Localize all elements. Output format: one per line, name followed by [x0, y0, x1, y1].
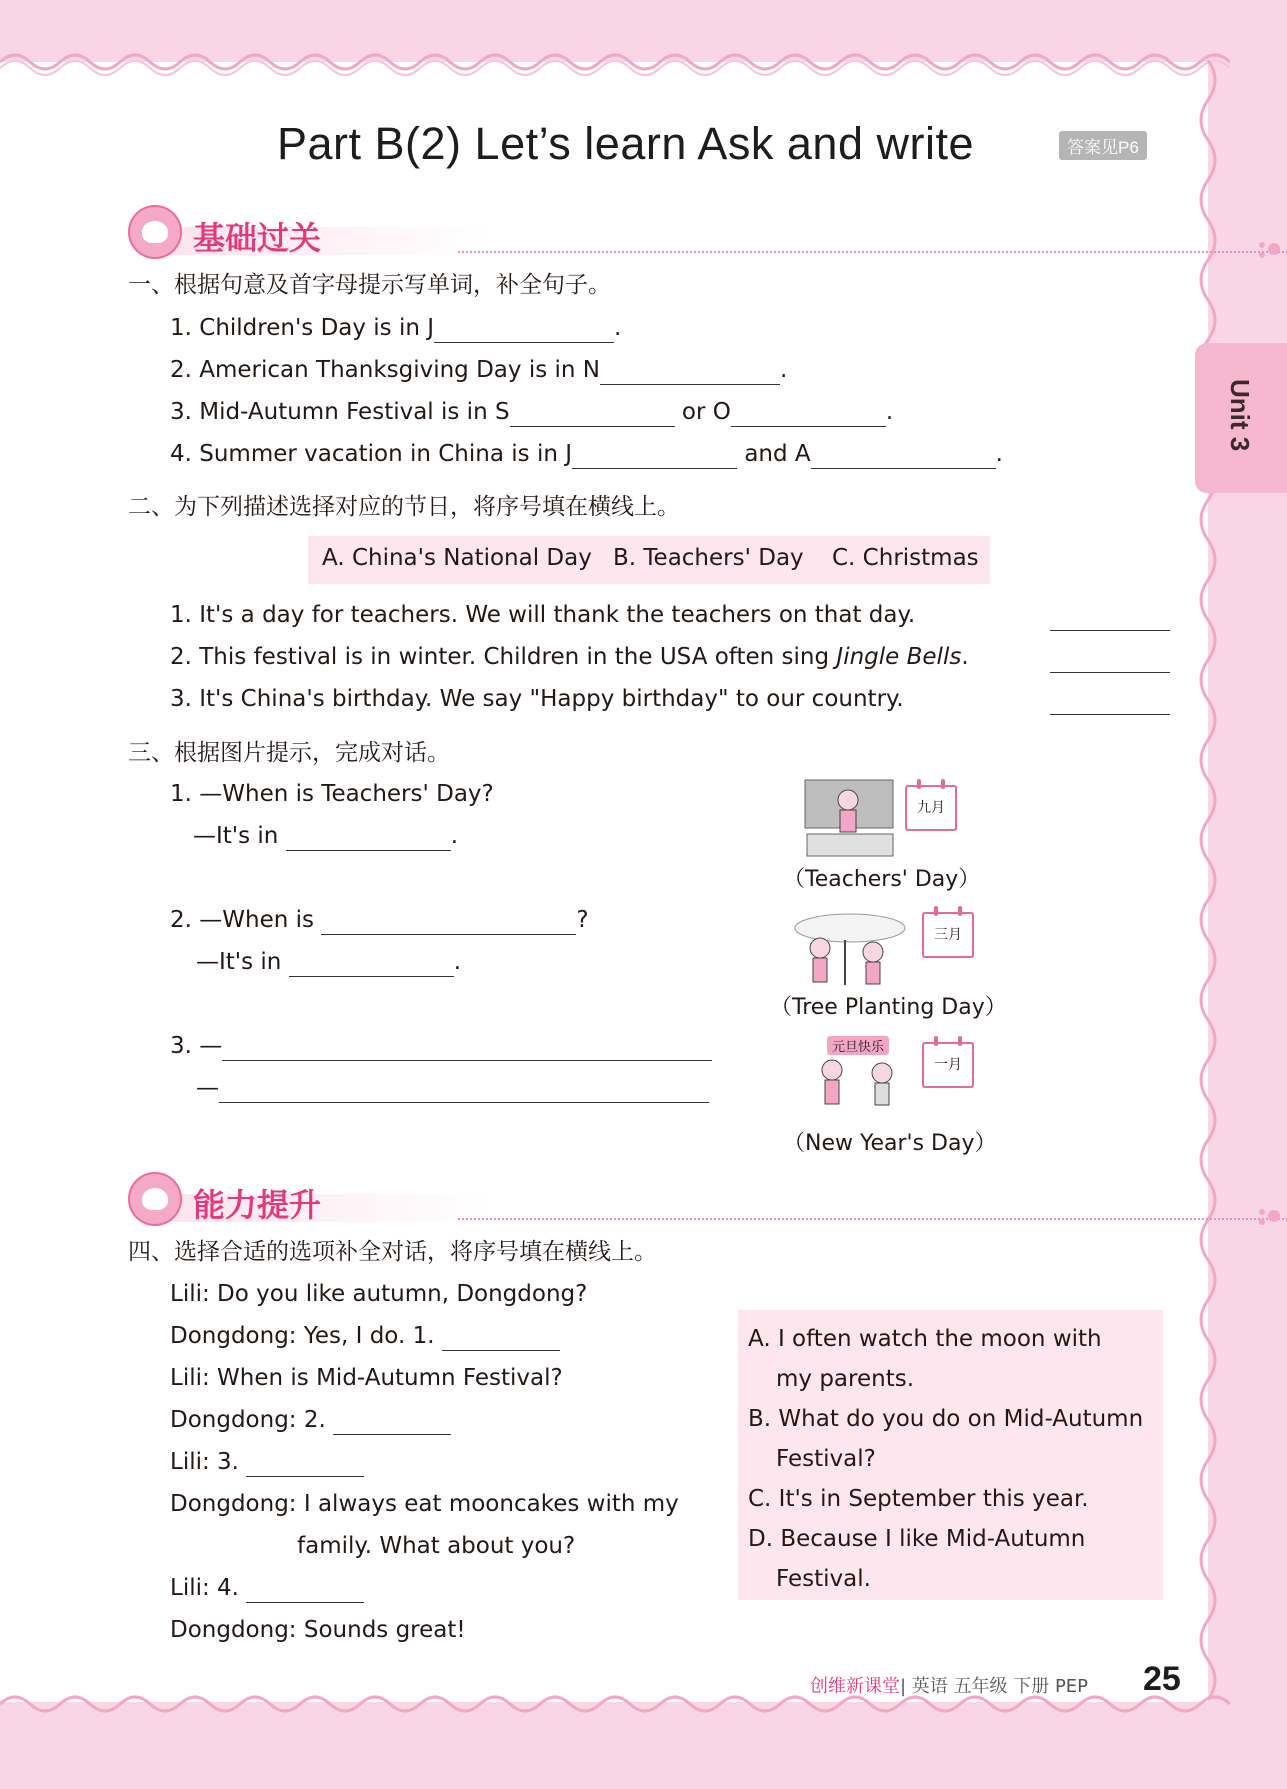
choice-c: C. It's in September this year.	[748, 1486, 1089, 1512]
section-header-basic: 基础过关	[128, 205, 1178, 265]
caption-new-years-day: （New Year's Day）	[783, 1131, 997, 1156]
answer-line-2[interactable]	[1050, 672, 1170, 673]
section-header-advance: 能力提升	[128, 1172, 1178, 1232]
answer-blank[interactable]	[222, 1034, 712, 1061]
mascot-icon	[128, 205, 182, 259]
answer-blank[interactable]	[600, 358, 780, 385]
dialogue-line: Dongdong: I always eat mooncakes with my	[170, 1491, 679, 1517]
answer-blank[interactable]	[321, 908, 576, 935]
answer-blank[interactable]	[731, 400, 886, 427]
part2-q1: 1. It's a day for teachers. We will thank the teachers on that day.	[170, 602, 916, 628]
choice-d-cont: Festival.	[776, 1566, 871, 1592]
answer-blank[interactable]	[811, 442, 996, 469]
teacher-blackboard-illustration	[803, 778, 898, 858]
calendar-icon: 一月	[922, 1042, 974, 1088]
answer-line-1[interactable]	[1050, 630, 1170, 631]
dots-decoration-icon	[1268, 243, 1280, 255]
option-c: C. Christmas	[832, 545, 979, 571]
answer-blank[interactable]	[219, 1076, 709, 1103]
mascot-icon	[128, 1172, 182, 1226]
answer-blank[interactable]	[510, 400, 675, 427]
part3-q1-answer: —It's in .	[193, 823, 459, 849]
choice-a: A. I often watch the moon with	[748, 1326, 1102, 1352]
part4-heading: 四、选择合适的选项补全对话，将序号填在横线上。	[128, 1239, 657, 1265]
part1-q2: 2. American Thanksgiving Day is in N .	[170, 357, 788, 383]
answer-blank[interactable]	[434, 316, 614, 343]
choice-b-cont: Festival?	[776, 1446, 876, 1472]
dialogue-line: family. What about you?	[297, 1533, 576, 1559]
part2-heading: 二、为下列描述选择对应的节日，将序号填在横线上。	[128, 494, 680, 520]
answer-blank[interactable]	[286, 824, 451, 851]
calendar-icon: 三月	[922, 912, 974, 958]
dialogue-line: Lili: When is Mid-Autumn Festival?	[170, 1365, 563, 1391]
top-wave-border	[0, 48, 1230, 76]
caption-teachers-day: （Teachers' Day）	[783, 867, 981, 892]
dialogue-line: Lili: 3.	[170, 1447, 364, 1477]
part2-q2: 2. This festival is in winter. Children in the USA often sing Jingle Bells.	[170, 644, 969, 670]
footer-info: 创维新课堂| 英语 五年级 下册 PEP	[810, 1676, 1089, 1697]
page-title: Part B(2) Let’s learn Ask and write	[277, 118, 974, 169]
caption-tree-planting-day: （Tree Planting Day）	[770, 995, 1007, 1020]
answer-blank[interactable]	[246, 1450, 364, 1477]
part1-heading: 一、根据句意及首字母提示写单词，补全句子。	[128, 272, 611, 298]
dialogue-line: Lili: Do you like autumn, Dongdong?	[170, 1281, 588, 1307]
choice-b: B. What do you do on Mid-Autumn	[748, 1406, 1144, 1432]
part1-q4: 4. Summer vacation in China is in J and A .	[170, 441, 1003, 467]
answer-blank[interactable]	[333, 1408, 451, 1435]
unit-tab[interactable]: Unit 3	[1195, 343, 1287, 493]
dots-decoration-icon	[1268, 1210, 1280, 1222]
side-wave-border	[1198, 60, 1232, 1700]
part1-q3: 3. Mid-Autumn Festival is in S or O .	[170, 399, 894, 425]
part3-heading: 三、根据图片提示，完成对话。	[128, 740, 450, 766]
calendar-icon: 九月	[905, 785, 957, 831]
answer-line-3[interactable]	[1050, 714, 1170, 715]
part1-q1: 1. Children's Day is in J .	[170, 315, 622, 341]
dialogue-line: Dongdong: Yes, I do. 1.	[170, 1321, 560, 1351]
part2-q3: 3. It's China's birthday. We say "Happy birthday" to our country.	[170, 686, 904, 712]
answer-blank[interactable]	[289, 950, 454, 977]
answer-reference-tag: 答案见P6	[1059, 131, 1147, 160]
new-year-children-illustration	[802, 1055, 912, 1115]
answer-blank[interactable]	[442, 1324, 560, 1351]
part3-q3-answer: —	[196, 1073, 709, 1103]
page-number: 25	[1143, 1660, 1181, 1698]
dialogue-line: Dongdong: 2.	[170, 1405, 451, 1435]
new-year-banner: 元旦快乐	[827, 1036, 889, 1055]
dialogue-line: Lili: 4.	[170, 1573, 364, 1603]
answer-blank[interactable]	[572, 442, 737, 469]
part3-q2-question: 2. —When is ?	[170, 907, 589, 933]
part3-q1-question: 1. —When is Teachers' Day?	[170, 781, 494, 807]
answer-blank[interactable]	[246, 1576, 364, 1603]
choice-d: D. Because I like Mid-Autumn	[748, 1526, 1086, 1552]
choice-a-cont: my parents.	[776, 1366, 915, 1392]
part4-choices-box	[738, 1310, 1163, 1600]
part2-options-box	[308, 536, 990, 584]
option-b: B. Teachers' Day	[613, 545, 804, 571]
option-a: A. China's National Day	[322, 545, 592, 571]
part3-q3-question: 3. —	[170, 1031, 712, 1061]
dialogue-line: Dongdong: Sounds great!	[170, 1617, 466, 1643]
part3-q2-answer: —It's in .	[196, 949, 462, 975]
tree-planting-illustration	[785, 910, 915, 990]
